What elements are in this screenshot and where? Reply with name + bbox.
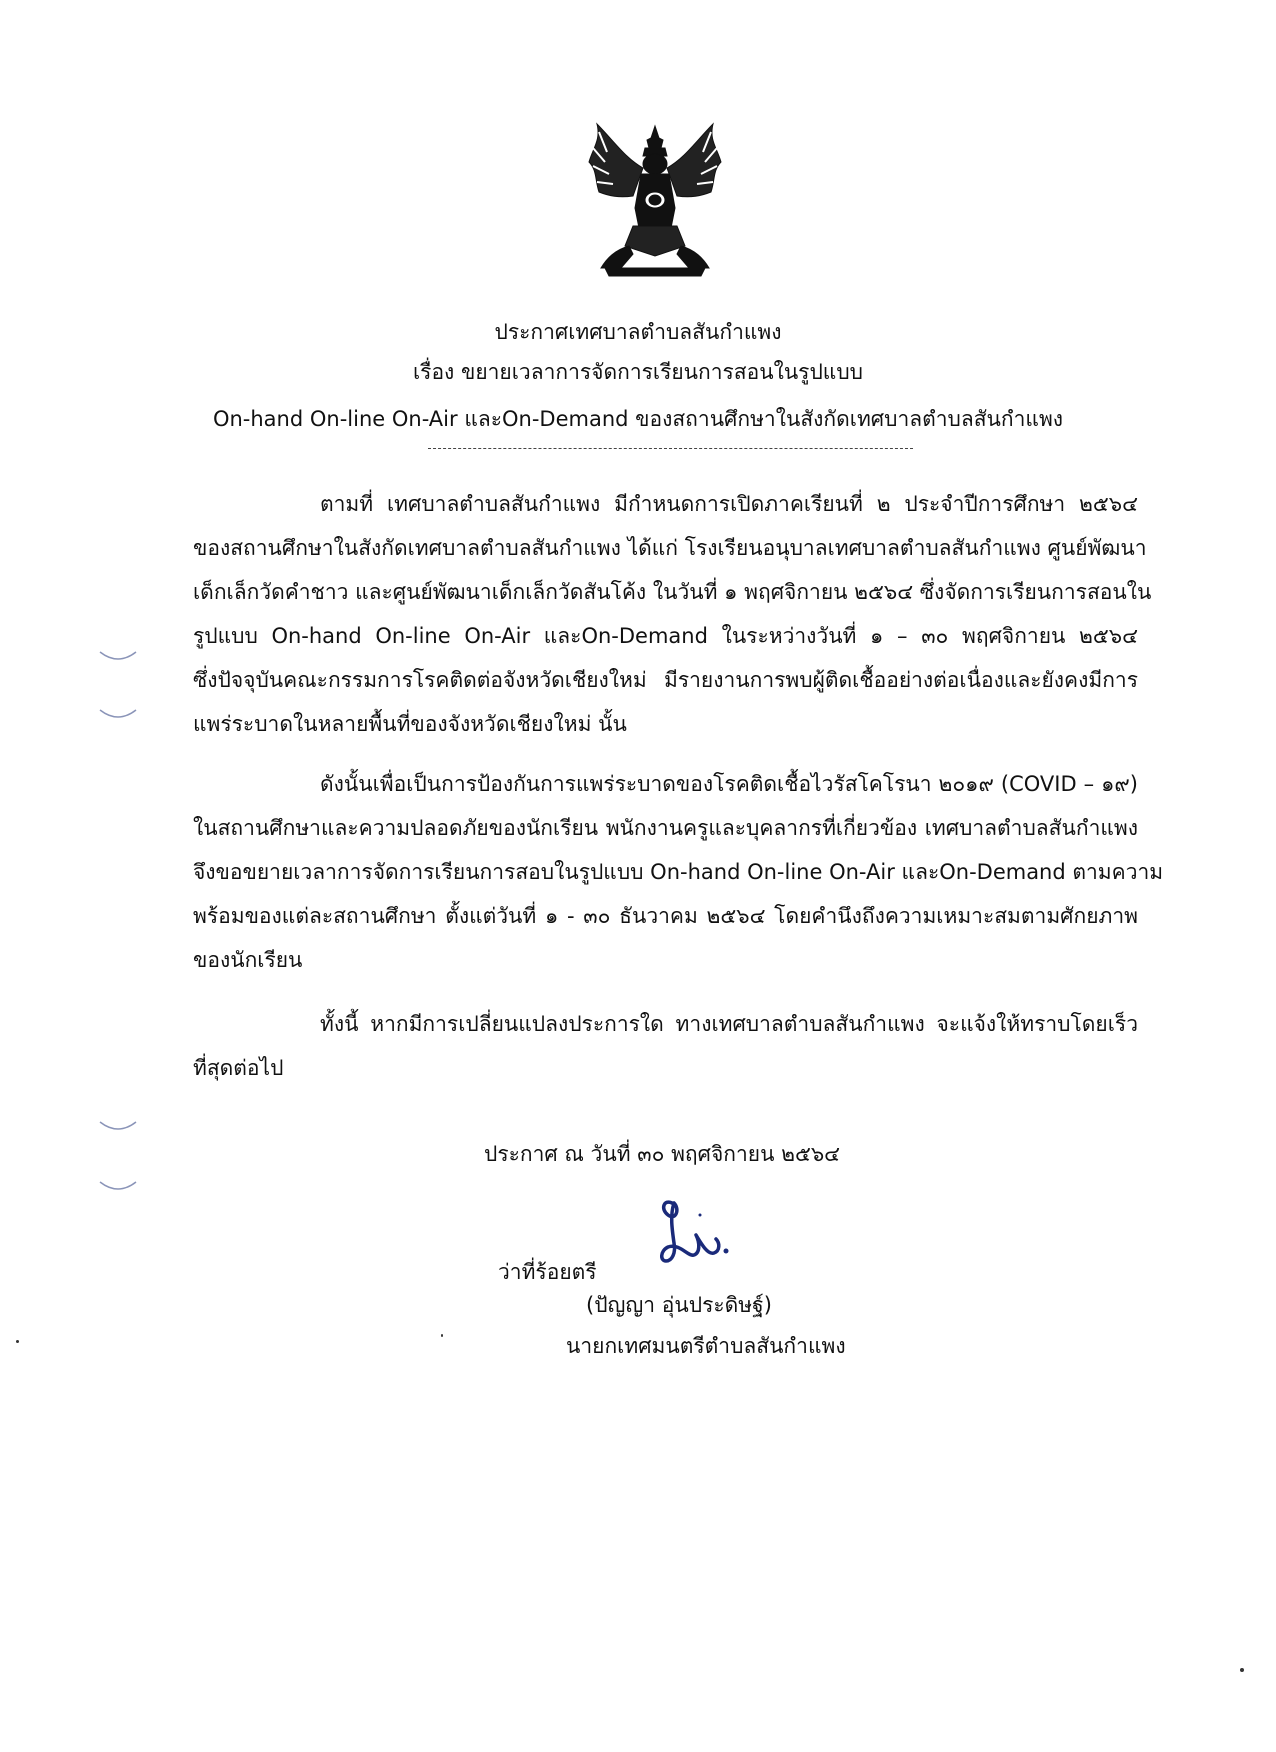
paragraph-2-line-3: จึงขอขยายเวลาการจัดการเรียนการสอบในรูปแบบ On-hand On-line On-Air และOn-Demand ตามความ [193, 860, 1164, 884]
paragraph-3-line-2: ที่สุดต่อไป [193, 1056, 284, 1080]
paragraph-1-line-6: แพร่ระบาดในหลายพื้นที่ของจังหวัดเชียงใหม่ นั้น [193, 712, 627, 736]
paragraph-2-line-1: ดังนั้นเพื่อเป็นการป้องกันการแพร่ระบาดของโรคติดเชื้อไวรัสโคโรนา ๒๐๑๙ (COVID – ๑๙) [320, 772, 1138, 796]
scan-speck [441, 1334, 443, 1337]
paragraph-3-line-1: ทั้งนี้ หากมีการเปลี่ยนแปลงประการใด ทางเทศบาลตำบลสันกำแพง จะแจ้งให้ทราบโดยเร็ว [320, 1012, 1138, 1036]
paragraph-1-line-3: เด็กเล็กวัดคำชาว และศูนย์พัฒนาเด็กเล็กวัดสันโค้ง ในวันที่ ๑ พฤศจิกายน ๒๕๖๔ ซึ่งจัดการเรียนการสอนใน [193, 580, 1152, 604]
paragraph-2-line-2: ในสถานศึกษาและความปลอดภัยของนักเรียน พนักงานครูและบุคลากรที่เกี่ยวข้อง เทศบาลตำบลสันกำแพง [193, 816, 1138, 840]
announcement-title: ประกาศเทศบาลตำบลสันกำแพง [494, 320, 782, 344]
paragraph-1-line-5: ซึ่งปัจจุบันคณะกรรมการโรคติดต่อจังหวัดเชียงใหม่ มีรายงานการพบผู้ติดเชื้ออย่างต่อเนื่องและยังคงมีการ [193, 668, 1138, 692]
paragraph-1-line-4: รูปแบบ On-hand On-line On-Air และOn-Demand ในระหว่างวันที่ ๑ – ๓๐ พฤศจิกายน ๒๕๖๔ [193, 624, 1138, 648]
announcement-date: ประกาศ ณ วันที่ ๓๐ พฤศจิกายน ๒๕๖๔ [484, 1142, 841, 1166]
announcement-subject-continued: On-hand On-line On-Air และOn-Demand ของสถานศึกษาในสังกัดเทศบาลตำบลสันกำแพง [212, 407, 1064, 431]
signer-position: นายกเทศมนตรีตำบลสันกำแพง [566, 1334, 846, 1358]
scan-speck [16, 1340, 19, 1343]
paragraph-1-line-2: ของสถานศึกษาในสังกัดเทศบาลตำบลสันกำแพง ได้แก่ โรงเรียนอนุบาลเทศบาลตำบลสันกำแพง ศูนย์พัฒนา [193, 536, 1147, 560]
punch-hole-mark [98, 1120, 138, 1134]
paragraph-2-line-4: พร้อมของแต่ละสถานศึกษา ตั้งแต่วันที่ ๑ - ๓๐ ธันวาคม ๒๕๖๔ โดยคำนึงถึงความเหมาะสมตามศักยภาพ [193, 904, 1138, 928]
handwritten-signature-icon [650, 1195, 735, 1270]
punch-hole-mark [98, 708, 138, 722]
signer-name: (ปัญญา อุ่นประดิษฐ์) [586, 1293, 772, 1317]
paragraph-2-line-5: ของนักเรียน [193, 948, 303, 972]
punch-hole-mark [98, 650, 138, 664]
paragraph-1-line-1: ตามที่ เทศบาลตำบลสันกำแพง มีกำหนดการเปิดภาคเรียนที่ ๒ ประจำปีการศึกษา ๒๕๖๔ [320, 492, 1138, 516]
signer-rank: ว่าที่ร้อยตรี [498, 1260, 597, 1284]
announcement-subject: เรื่อง ขยายเวลาการจัดการเรียนการสอนในรูปแบบ [412, 360, 863, 384]
scan-speck [1240, 1668, 1244, 1672]
garuda-emblem-icon [585, 118, 725, 278]
punch-hole-mark [98, 1180, 138, 1194]
header-separator [428, 448, 913, 449]
